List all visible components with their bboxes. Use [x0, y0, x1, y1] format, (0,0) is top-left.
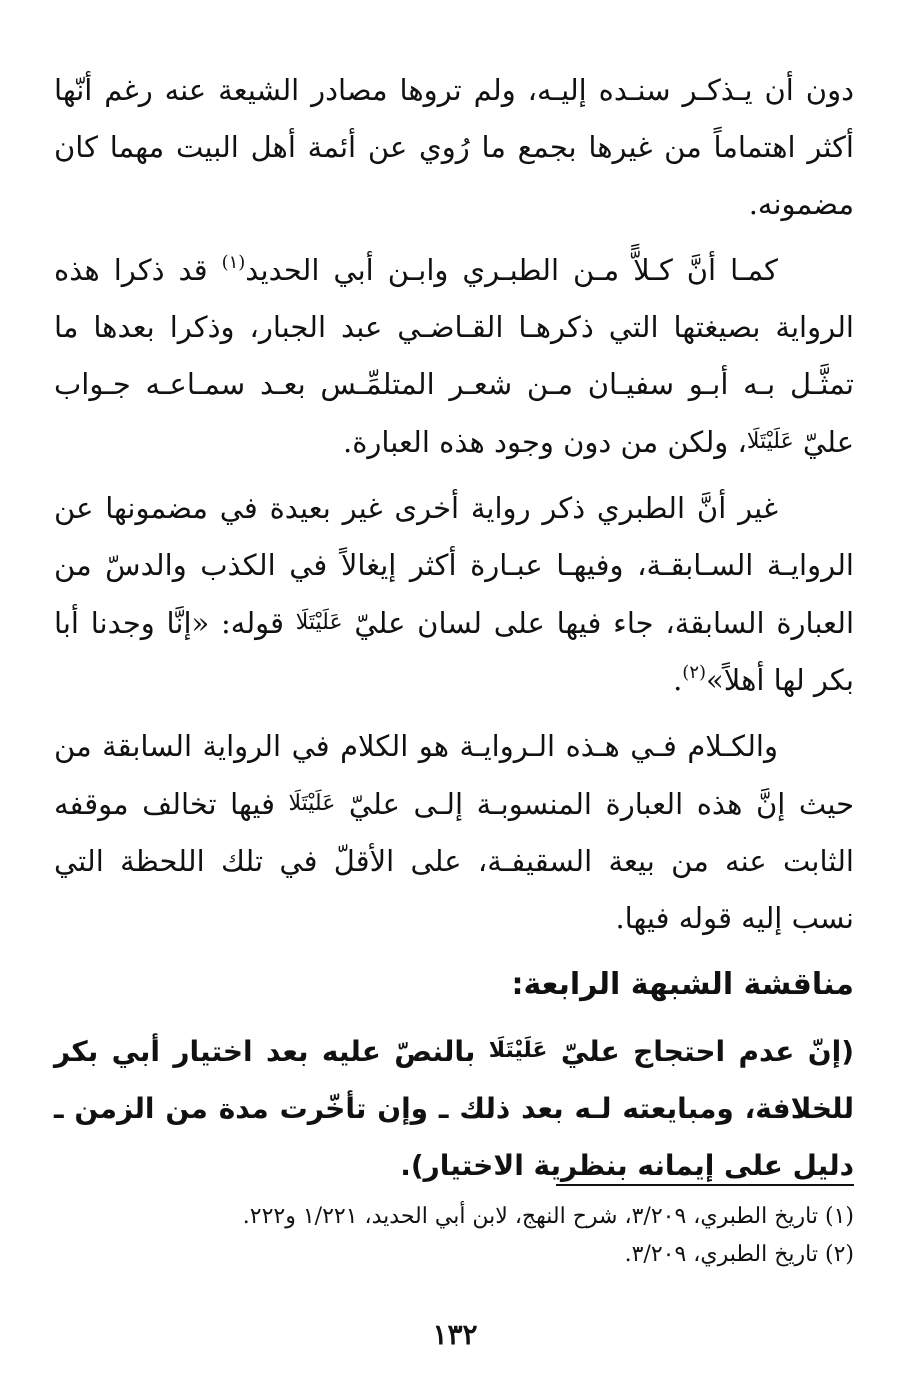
paragraph-2-part-c: ، ولكن من دون وجود هذه العبارة.	[343, 425, 747, 459]
footnote-ref-2: (٢)	[682, 662, 707, 683]
paragraph-3-part-a: غير أنَّ الطبري ذكر رواية أخرى غير بعيدة في مضمونها عن الروايـة السـابقـة، وفيهـا عبـارة أكثر إيغالاً في الكذب والدسّ من العبارة السابقة، جاء فيها على لسان عليّ	[54, 491, 855, 640]
footnote-divider	[556, 1184, 854, 1186]
footnote-2: (٢) تاريخ الطبري، ٣/٢٠٩.	[624, 1242, 854, 1267]
honorific-symbol: عَلَيْتَلَا	[295, 610, 343, 635]
main-text	[54, 62, 854, 1194]
page-number: ١٣٢	[432, 1318, 478, 1351]
paragraph-1: دون أن يـذكـر سنـده إليـه، ولم تروها مصادر الشيعة عنه رغم أنّها أكثر اهتماماً من غيرها بجمع ما رُوي عن أئمة أهل البيت مهما كان مضمونه.	[54, 73, 854, 221]
paragraph-4	[54, 718, 854, 947]
section-heading: مناقشة الشبهة الرابعة:	[511, 967, 854, 1002]
quoted-objection-part-b: بالنصّ عليه بعد اختيار أبي بكر للخلافة، ومبايعته لـه بعد ذلك ـ وإن تأخّرت مدة من الزمن ـ دليل على إيمانه بنظرية الاختيار).	[54, 1035, 854, 1182]
paragraph-3-part-c: .	[673, 663, 683, 697]
footnotes	[54, 1198, 854, 1274]
paragraph-2-part-a: كمـا أنَّ كـلاًّ مـن الطبـري وابـن أبي الحديد	[245, 253, 778, 287]
quoted-objection-part-a: (إنّ عدم احتجاج عليّ	[547, 1035, 855, 1068]
footnote-1: (١) تاريخ الطبري، ٣/٢٠٩، شرح النهج، لابن أبي الحديد، ١/٢٢١ و٢٢٢.	[242, 1204, 854, 1229]
paragraph-3	[54, 480, 854, 709]
honorific-symbol: عَلَيْتَلَا	[746, 429, 794, 454]
paragraph-2	[54, 242, 854, 471]
quoted-objection	[54, 1022, 854, 1194]
paragraph-3-part-b: قوله: «إنَّا وجدنا أبا بكر لها أهلاً»	[54, 606, 854, 697]
honorific-symbol: عَلَيْتَلَا	[288, 791, 336, 816]
footnote-ref-1: (١)	[221, 252, 246, 273]
paragraph-4-part-b: فيها تخالف موقفه الثابت عنه من بيعة السقيفـة، على الأقلّ في تلك اللحظة التي نسب إليه قوله فيها.	[54, 787, 854, 935]
paragraph-2-part-b: قد ذكرا هذه الرواية بصيغتها التي ذكرهـا القـاضـي عبد الجبار، وذكرا بعدها ما تمثَّـل بـه أبـو سفيـان مـن شعـر المتلمِّـس بعـد سمـاعـه جـواب عليّ	[54, 253, 854, 459]
paragraph-4-part-a: والكـلام فـي هـذه الـروايـة هو الكلام في الرواية السابقة من حيث إنَّ هذه العبارة المنسوبـة إلـى عليّ	[54, 729, 854, 821]
honorific-symbol: عَلَيْتَلَا	[488, 1038, 548, 1063]
